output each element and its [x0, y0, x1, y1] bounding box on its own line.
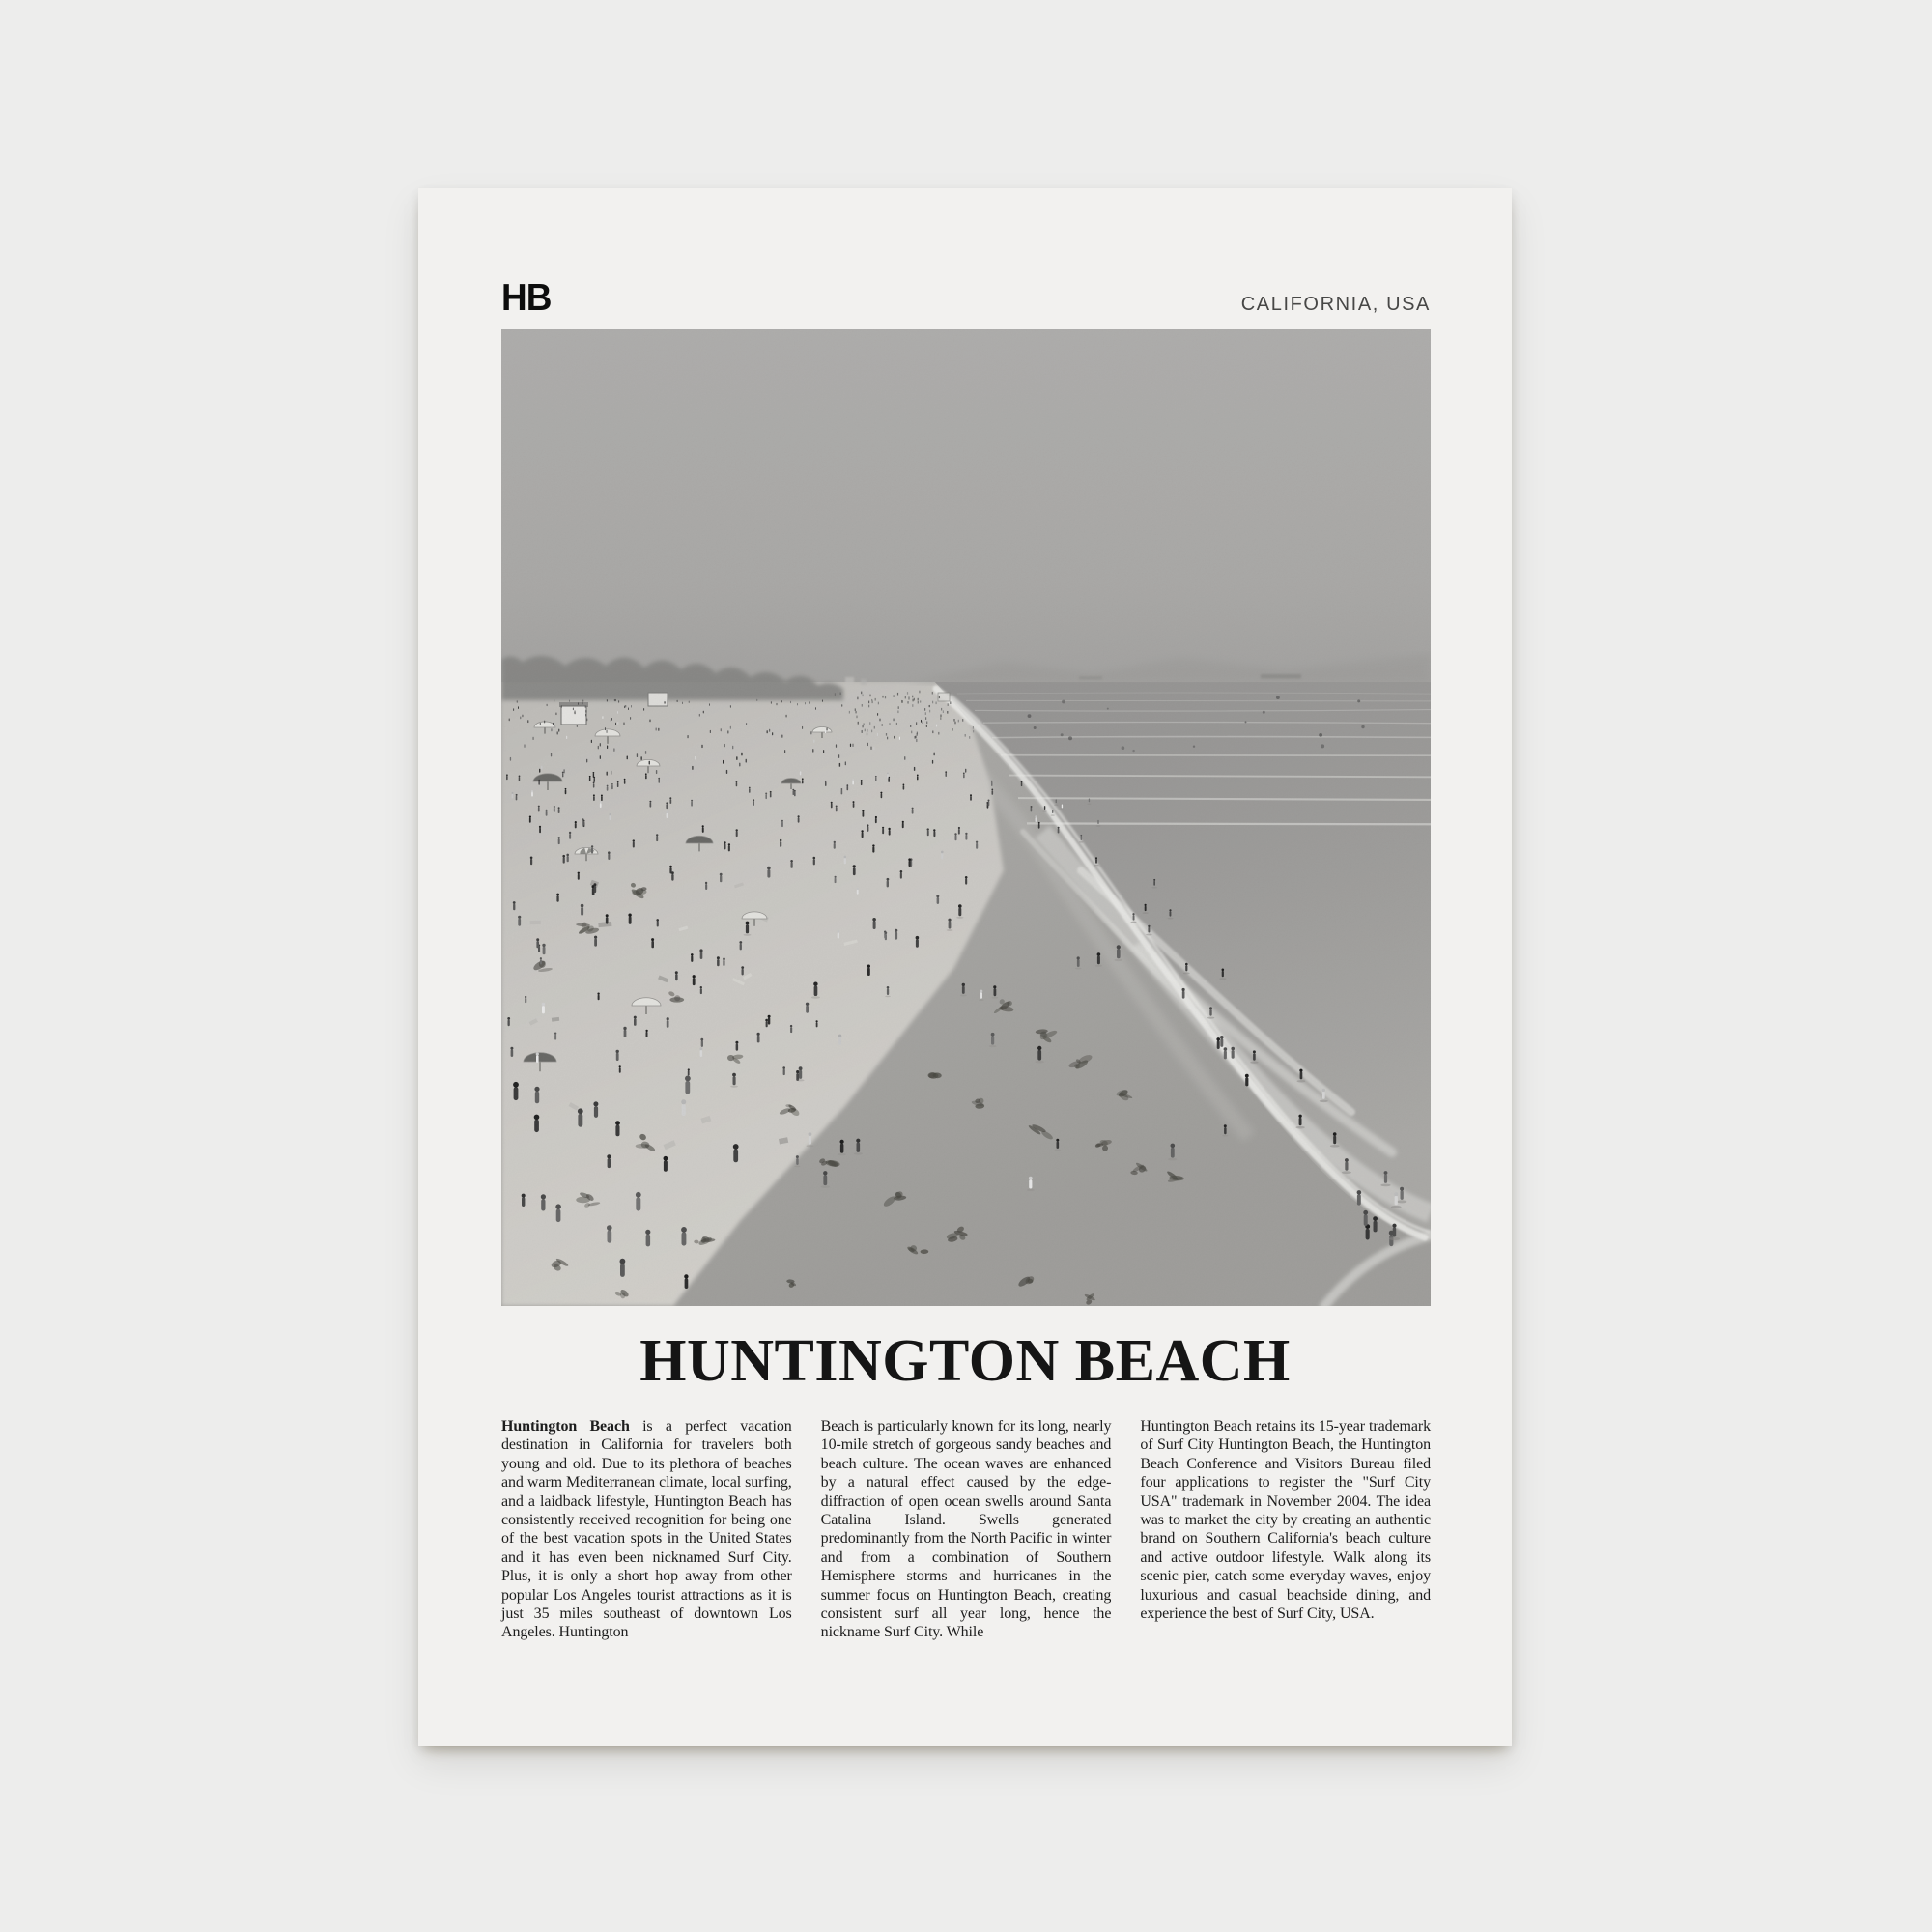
article-columns [501, 1417, 1431, 1642]
beach-photo-graphic [501, 329, 1431, 1306]
article-column-3: Huntington Beach retains its 15-year trademark of Surf City Huntington Beach, the Huntington Beach Conference and Visitors Bureau filed four applications to register the "Surf City USA" trademark in November 2004. The idea was to market the city by creating an authentic brand on Southern California's beach culture and active outdoor lifestyle. Walk along its scenic pier, catch some everyday waves, enjoy luxurious and casual beachside dining, and experience the best of Surf City, USA. [1140, 1418, 1432, 1623]
poster-title: HUNTINGTON BEACH [639, 1328, 1291, 1394]
brand-monogram: HB [501, 276, 552, 319]
article-column-2: Beach is particularly known for its long, nearly 10-mile stretch of gorgeous sandy beaches and beach culture. The ocean waves are enhanced by a natural effect caused by the edge-diffraction of open ocean swells around Santa Catalina Island. Swells generated predominantly from the North Pacific in winter and from a combination of Southern Hemisphere storms and hurricanes in the summer focus on Huntington Beach, creating consistent surf all year long, hence the nickname Surf City. While [820, 1418, 1112, 1641]
article-column-1 [501, 1417, 792, 1642]
location-label: CALIFORNIA, USA [1240, 294, 1431, 315]
travel-poster [418, 188, 1512, 1746]
beach-photo [501, 329, 1431, 1306]
article-lead: Huntington Beach [501, 1418, 630, 1435]
article-column-1-text: is a perfect vacation destination in California for travelers both young and old. Due to its plethora of beaches and warm Mediterranean climate, local surfing, and a laidback lifestyle, Huntington Beach has consistently received recognition for being one of the best vacation spots in the United States and it has even been nicknamed Surf City. Plus, it is only a short hop away from other popular Los Angeles tourist attractions as it is just 35 miles southeast of downtown Los Angeles. Huntington [501, 1418, 792, 1641]
film-grain-light [501, 329, 1431, 1306]
